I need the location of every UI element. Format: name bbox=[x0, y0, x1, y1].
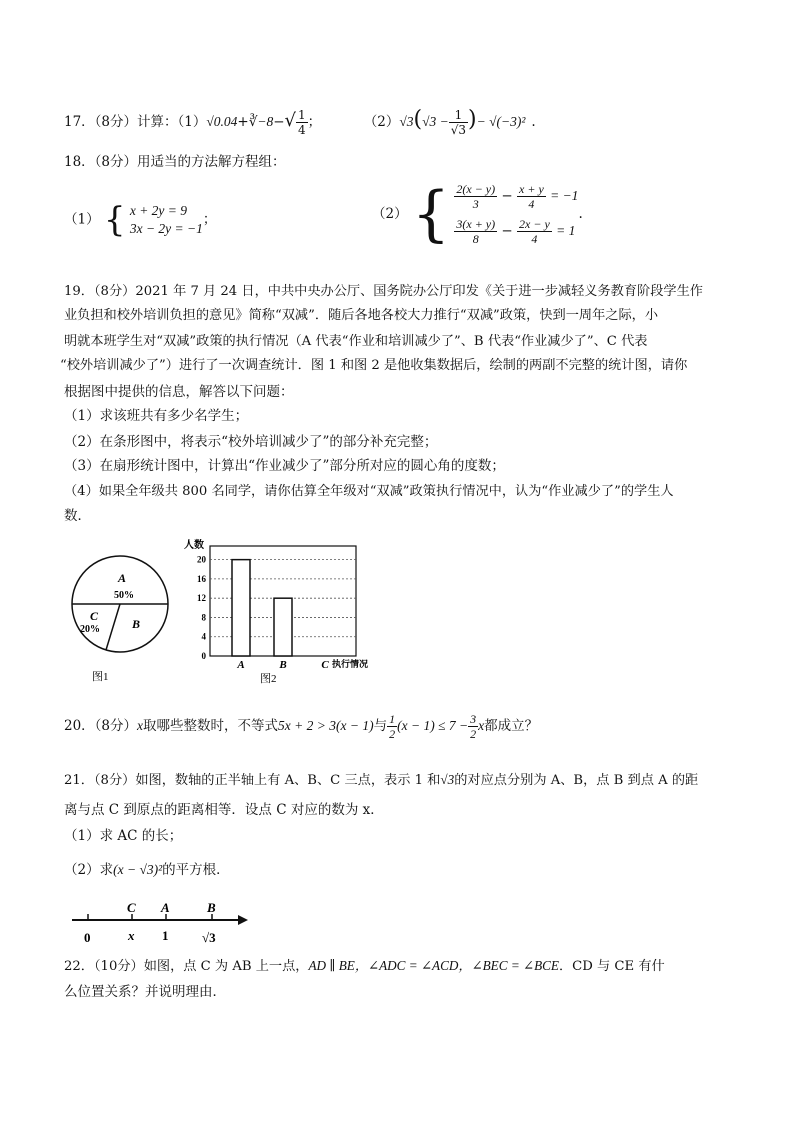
q17-sqrt3: √3 bbox=[399, 114, 414, 129]
q18-eq1-rhs: = −1 bbox=[550, 188, 579, 203]
bar-ylabel: 人数 bbox=[184, 540, 204, 551]
pie-label-a: A bbox=[118, 571, 127, 585]
q18-part2-label: （2） bbox=[372, 206, 408, 222]
q20-and: 与 bbox=[373, 718, 388, 734]
q17-minus: − bbox=[273, 114, 285, 130]
label-x: x bbox=[128, 928, 135, 943]
axis-arrow bbox=[238, 915, 248, 925]
q19-line1: 19．（8分）2021 年 7 月 24 日，中共中央办公厅、国务院办公厅印发《关于进一步减轻义务教育阶段学生作 bbox=[64, 284, 703, 299]
q18-period: . bbox=[578, 206, 583, 222]
q17-head: 17．（8分）计算： bbox=[64, 114, 178, 130]
x-cat-label-B: B bbox=[279, 659, 287, 671]
pie-label-b: B bbox=[132, 617, 141, 631]
q22-line1 bbox=[64, 956, 665, 977]
y-tick-label: 4 bbox=[201, 631, 206, 642]
q17-period: . bbox=[531, 114, 536, 130]
number-line bbox=[68, 900, 258, 948]
q22-text-a: 22．（10分）如图，点 C 为 AB 上一点， bbox=[64, 959, 309, 974]
q19-line3: 明就本班学生对“双减”政策的执行情况（A 代表“作业和培训减少了”、B 代表“作业减少了”、C 代表 bbox=[64, 334, 648, 349]
bar-chart bbox=[180, 536, 390, 686]
q17-plus: + bbox=[237, 114, 249, 130]
label-b: B bbox=[207, 900, 216, 915]
q18-eq2-rhs: = 1 bbox=[556, 223, 576, 238]
q19-line2: 业负担和校外培训负担的意见》简称“双减”．随后各地各校大力推行“双减”政策，快到一周年之际，小 bbox=[64, 308, 659, 323]
q18-eq1-frac-a: $\frac{2(x - y)}{3}$ bbox=[456, 182, 496, 211]
q18-eq2-frac-b: $\frac{2x - y}{4}$ bbox=[519, 217, 550, 246]
q18-part1-label: （1） bbox=[64, 211, 100, 228]
q22-text-b: ．CD 与 CE 有什 bbox=[558, 959, 665, 974]
label-1: 1 bbox=[162, 928, 169, 943]
pie-pct-c: 20% bbox=[80, 624, 100, 635]
q21-line2: 离与点 C 到原点的距离相等．设点 C 对应的数为 x． bbox=[64, 802, 384, 818]
q17-semicolon: ； bbox=[307, 114, 322, 130]
q19-sub4b: 数． bbox=[64, 508, 91, 524]
bar-xlabel: 执行情况 bbox=[332, 659, 369, 669]
q18-eq1-frac-b: $\frac{x + y}{4}$ bbox=[519, 182, 544, 211]
y-tick-label: 8 bbox=[201, 612, 206, 623]
q20-head: 20．（8分） bbox=[64, 718, 138, 734]
q18-eq1: x + 2y = 9 bbox=[129, 203, 188, 218]
bar-A bbox=[232, 560, 250, 656]
q21-sub2-b: 的平方根． bbox=[162, 862, 230, 878]
q20-frac1: $\frac{1}{2}$ bbox=[389, 712, 396, 741]
q19-sub1: （1）求该班共有多少名学生； bbox=[64, 408, 249, 424]
y-tick-label: 12 bbox=[197, 593, 206, 604]
q20-line bbox=[64, 712, 538, 741]
q19-line5: 根据图中提供的信息，解答以下问题： bbox=[64, 384, 294, 400]
q22-conditions: AD ∥ BE，∠ADC = ∠ACD，∠BEC = ∠BCE bbox=[308, 958, 559, 973]
q20-mid: 取哪些整数时，不等式 bbox=[143, 718, 279, 734]
bar-B bbox=[274, 598, 292, 656]
q20-ineq2: (x − 1) ≤ 7 − bbox=[397, 718, 469, 733]
label-sqrt3: √3 bbox=[202, 930, 216, 945]
label-a: A bbox=[161, 900, 170, 915]
q18-part2: （2） { $\frac{2(x - y)}{3}$ − $\frac{x + y}{4}$ = −1 $\frac{3(x + y)}{8}$ − $\frac{2x - y}{4}$ = 1 . bbox=[372, 179, 583, 249]
q17-cuberoot: ∛−8 bbox=[248, 114, 274, 129]
q21-text-a: 21．（8分）如图，数轴的正半轴上有 A、B、C 三点，表示 1 和 bbox=[64, 773, 441, 788]
q17-part1-label: （1） bbox=[177, 114, 207, 130]
q22-line2: 么位置关系？并说明理由． bbox=[64, 984, 226, 1000]
q19-sub3: （3）在扇形统计图中，计算出“作业减少了”部分所对应的圆心角的度数； bbox=[64, 458, 505, 474]
q17-fraction: $\frac{1}{4}$ bbox=[298, 108, 306, 137]
pie-chart bbox=[66, 548, 176, 686]
x-cat-label-C: C bbox=[321, 659, 329, 671]
q19-sub2: （2）在条形图中，将表示“校外培训减少了”的部分补充完整； bbox=[64, 434, 438, 450]
bar-title: 图2 bbox=[260, 673, 277, 685]
label-0: 0 bbox=[84, 930, 91, 945]
q20-x: x bbox=[137, 718, 144, 733]
label-c: C bbox=[127, 900, 136, 915]
q17-inner: √3 − bbox=[422, 114, 449, 129]
pie-pct-a: 50% bbox=[114, 590, 134, 601]
y-tick-label: 0 bbox=[201, 651, 206, 661]
pie-title: 图1 bbox=[92, 671, 109, 683]
q17-sqrt-004: √0.04 bbox=[206, 114, 238, 129]
y-tick-label: 20 bbox=[197, 554, 206, 565]
q19-line4: “校外培训减少了”）进行了一次调查统计．图 1 和图 2 是他收集数据后，绘制的两副不完整的统计图，请你 bbox=[60, 358, 688, 373]
q18-part1: （1） { x + 2y = 9 3x − 2y = −1 ； bbox=[64, 200, 217, 240]
y-tick-label: 16 bbox=[197, 573, 206, 584]
q21-text-b: 的对应点分别为 A、B，点 B 到点 A 的距 bbox=[454, 773, 699, 788]
q21-line1 bbox=[64, 770, 698, 791]
q21-sqrt3: √3 bbox=[440, 772, 455, 787]
q19-sub4a: （4）如果全年级共 800 名同学，请你估算全年级对“双减”政策执行情况中，认为“作业减少了”的学生人 bbox=[64, 484, 674, 499]
q17-line: 17．（8分）计算：（1）√0.04+∛−8−√ $\frac{1}{4}$ ； （2）√3(√3 − $\frac{1}{√3}$ )− √(−3)² . bbox=[64, 107, 536, 137]
q18-eq2: 3x − 2y = −1 bbox=[129, 221, 203, 236]
q20-x2: x bbox=[478, 718, 485, 733]
q17-part2-label: （2） bbox=[363, 114, 400, 130]
q17-tail: − √(−3)² bbox=[476, 114, 526, 129]
pie-divider-bc bbox=[106, 604, 120, 650]
q20-tail: 都成立？ bbox=[484, 718, 539, 734]
q21-sub2 bbox=[64, 860, 230, 880]
q20-frac2: $\frac{3}{2}$ bbox=[470, 712, 477, 741]
q21-sub2-a: （2）求 bbox=[64, 862, 114, 878]
pie-label-c: C bbox=[90, 609, 99, 623]
q18-head: 18．（8分）用适当的方法解方程组： bbox=[64, 154, 286, 170]
q18-eq2-frac-a: $\frac{3(x + y)}{8}$ bbox=[456, 217, 496, 246]
x-cat-label-A: A bbox=[237, 659, 245, 671]
q20-ineq1: 5x + 2 > 3(x − 1) bbox=[278, 718, 374, 733]
q21-sub2-expr: (x − √3)² bbox=[113, 862, 163, 877]
q18-semicolon: ； bbox=[202, 211, 217, 228]
q17-fraction2: $\frac{1}{√3}$ bbox=[450, 108, 467, 137]
q21-sub1: （1）求 AC 的长； bbox=[64, 828, 183, 844]
